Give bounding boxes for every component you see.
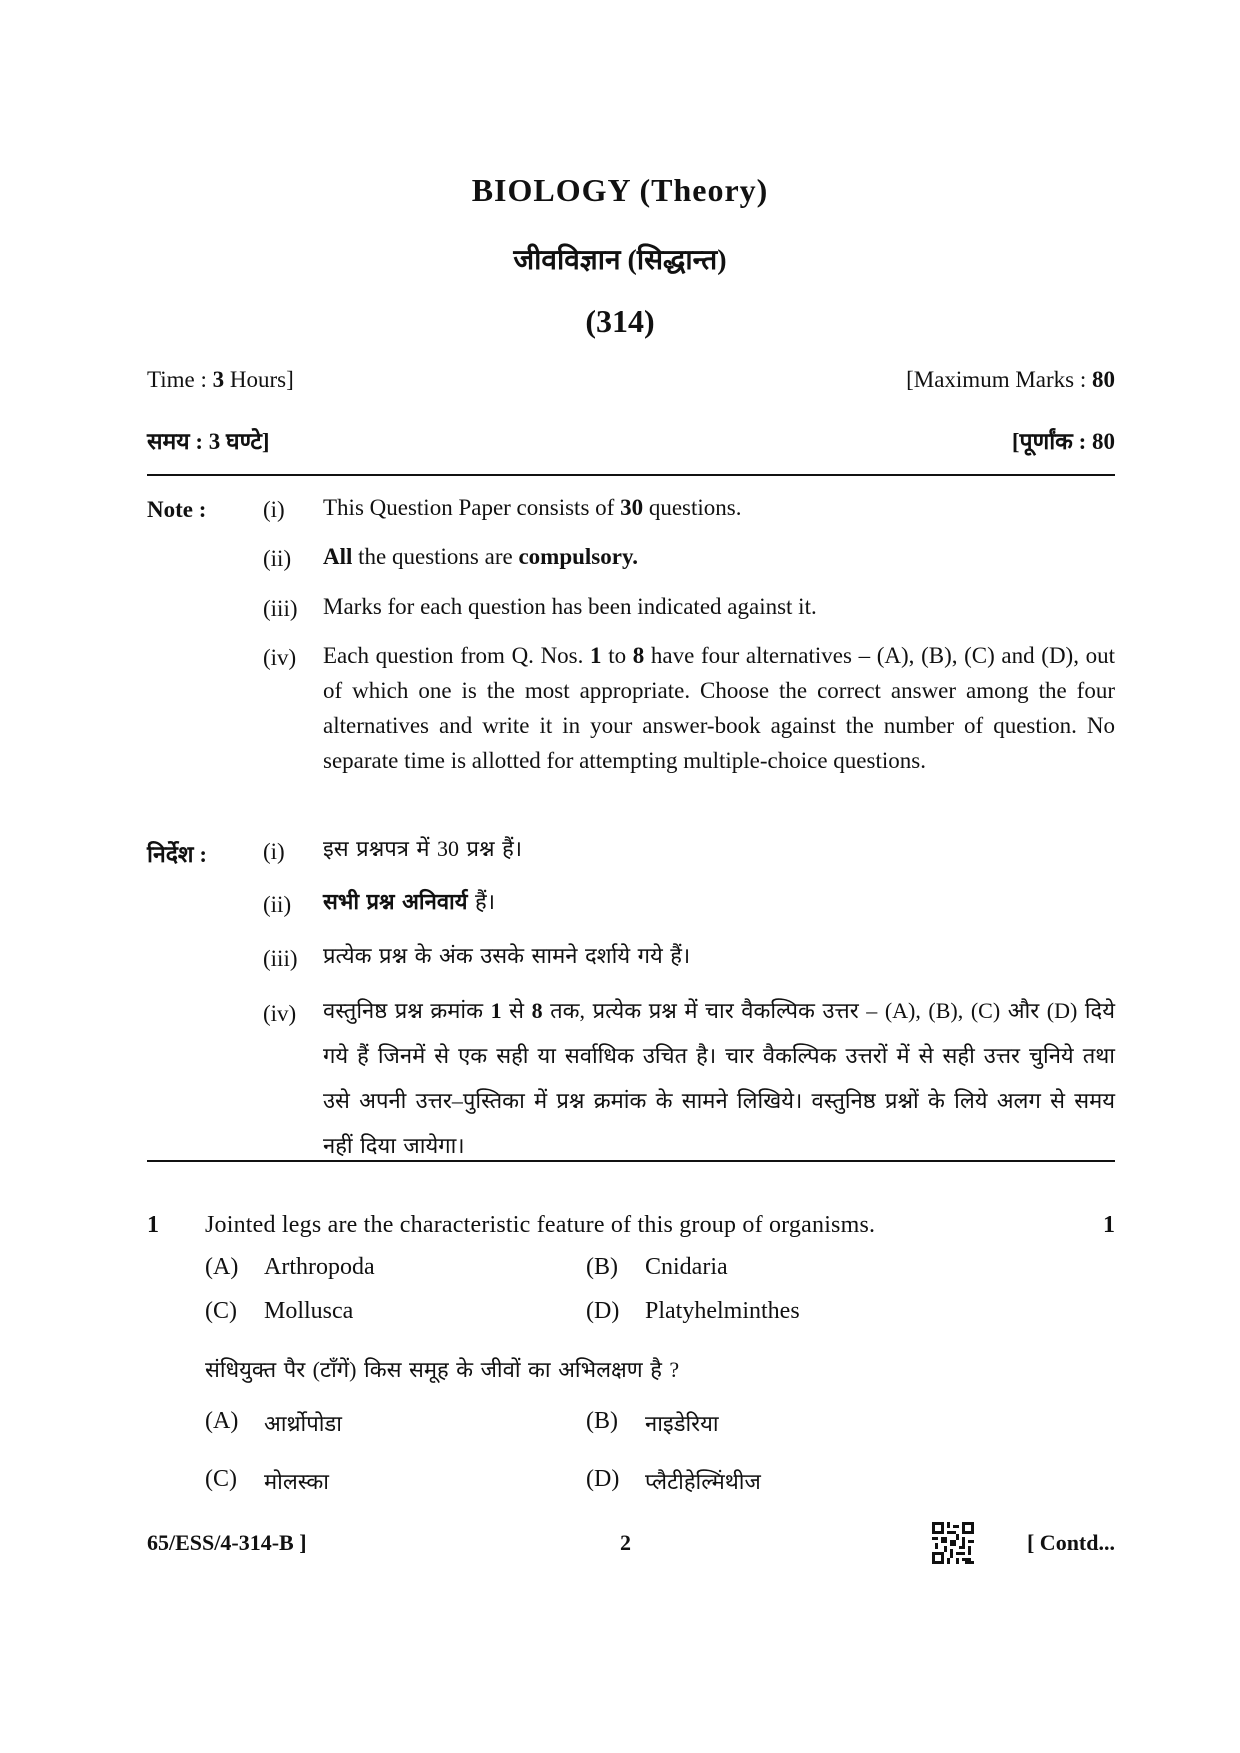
option-text: Arthropoda [264,1254,375,1280]
option-text-hindi: प्लैटीहेल्मिंथीज [645,1469,761,1494]
max-marks-english: [Maximum Marks : 80 [906,367,1115,392]
page-number: 2 [620,1530,631,1555]
question-text-hindi: संधियुक्त पैर (टाँगें) किस समूह के जीवों का अभिलक्षण है ? [205,1357,680,1382]
paper-title-hindi: जीवविज्ञान (सिद्धान्त) [513,245,727,276]
note-item-hindi: प्रत्येक प्रश्न के अंक उसके सामने दर्शाये गये हैं। [323,943,691,968]
paper-code-footer: 65/ESS/4-314-B ] [147,1530,307,1555]
note-number: (ii) [263,546,292,571]
note-item: This Question Paper consists of 30 questions. [323,495,742,520]
note-number: (ii) [263,892,292,917]
option-label: (B) [586,1254,618,1280]
question-marks: 1 [1103,1212,1115,1238]
option-label: (C) [205,1466,237,1492]
option-text: Platyhelminthes [645,1298,800,1324]
paper-code: (314) [585,303,655,339]
option-label: (B) [586,1408,618,1434]
notes-divider [147,1160,1115,1162]
note-item: Marks for each question has been indicated against it. [323,594,817,619]
note-item: Each question from Q. Nos. 1 to 8 have four alternatives – (A), (B), (C) and (D), out of which one is the most appropriate. Choose the correct answer among the four alternatives and write it in your answer-book against the number of question. No separate time is allotted for attempting multiple-choice questions. [323,643,1116,773]
note-item: All the questions are compulsory. [323,544,638,569]
continued-label: [ Contd... [1026,1530,1115,1555]
option-label: (D) [586,1298,620,1324]
option-text: Cnidaria [645,1254,728,1280]
note-item-hindi: इस प्रश्नपत्र में 30 प्रश्न हैं। [323,836,523,861]
option-text-hindi: आर्थ्रोपोडा [264,1411,342,1436]
note-number: (i) [263,497,285,522]
option-text-hindi: मोलस्का [264,1469,329,1494]
note-label: Note : [147,497,207,522]
option-text-hindi: नाइडेरिया [645,1411,719,1436]
option-label: (A) [205,1408,239,1434]
note-number: (iii) [263,946,298,971]
note-item-hindi: सभी प्रश्न अनिवार्य हैं। [323,889,496,914]
note-item-hindi: वस्तुनिष्ठ प्रश्न क्रमांक 1 से 8 तक, प्रत्येक प्रश्न में चार वैकल्पिक उत्तर – (A), (B), (C) और (D) दिये गये हैं जिनमें से एक सही या सर्वाधिक उचित है। चार वैकल्पिक उत्तरों में से सही उत्तर चुनिये तथा उसे अपनी उत्तर–पुस्तिका में प्रश्न क्रमांक के सामने लिखिये। वस्तुनिष्ठ प्रश्नों के लिये अलग से समय नहीं दिया जायेगा। [323,998,1115,1158]
option-label: (D) [586,1466,620,1492]
note-number: (iii) [263,596,298,621]
option-label: (A) [205,1254,239,1280]
option-label: (C) [205,1298,237,1324]
note-number: (i) [263,839,285,864]
option-text: Mollusca [264,1298,354,1324]
question-text: Jointed legs are the characteristic feature of this group of organisms. [205,1212,876,1238]
question-number: 1 [147,1212,159,1238]
note-number: (iv) [263,1001,297,1026]
max-marks-hindi: [पूर्णांक : 80 [1011,429,1115,454]
nirdesh-label: निर्देश : [147,842,207,867]
top-divider [147,474,1115,476]
time-english: Time : 3 Hours] [147,367,294,392]
note-number: (iv) [263,645,297,670]
qr-code-icon [932,1522,974,1564]
paper-title-english: BIOLOGY (Theory) [471,172,769,208]
time-hindi: समय : 3 घण्टे] [147,429,270,454]
